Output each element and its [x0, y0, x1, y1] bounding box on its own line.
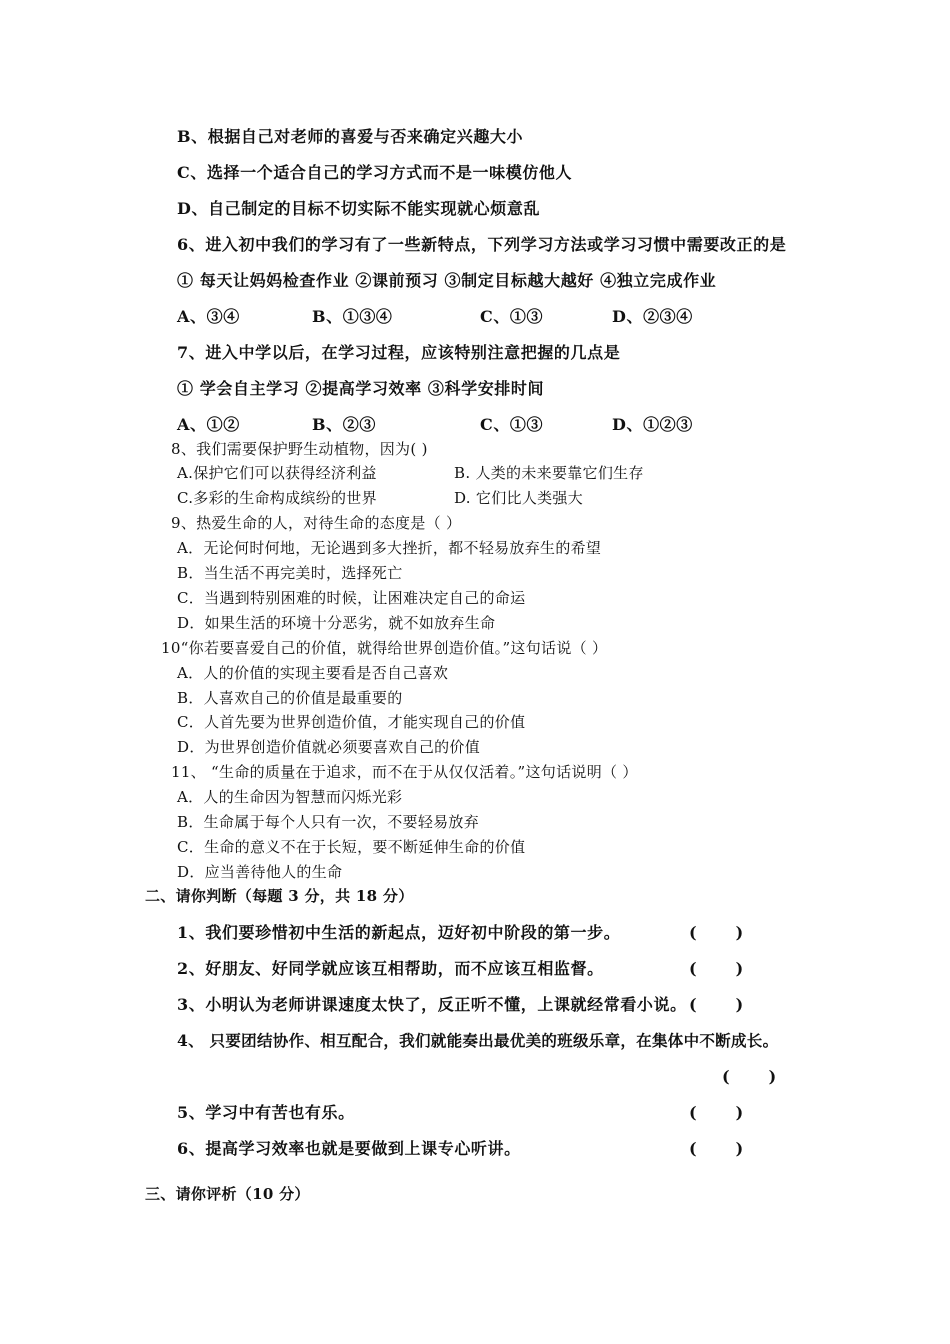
- q5-option-c: C、选择一个适合自己的学习方式而不是一味模仿他人: [177, 163, 573, 182]
- judge-item-6: 6、提高学习效率也就是要做到上课专心听讲。: [177, 1139, 521, 1158]
- q6-option-b: B、①③④: [312, 307, 393, 326]
- q5-option-d: D、自己制定的目标不切实际不能实现就心烦意乱: [177, 199, 541, 218]
- q10-stem: 10“你若要喜爱自己的价值，就得给世界创造价值。”这句话说（ ）: [161, 639, 608, 657]
- q6-items: ① 每天让妈妈检查作业 ②课前预习 ③制定目标越大越好 ④独立完成作业: [177, 271, 717, 290]
- q6-option-c: C、①③: [480, 307, 544, 326]
- section2-title: 二、请你判断（每题 3 分，共 18 分）: [145, 887, 414, 905]
- judge-answer-blank-6[interactable]: ( ): [689, 1139, 744, 1158]
- q11-option-a: A．人的生命因为智慧而闪烁光彩: [177, 788, 403, 806]
- judge-answer-blank-1[interactable]: ( ): [689, 923, 744, 942]
- judge-answer-blank-4[interactable]: ( ): [722, 1067, 777, 1086]
- judge-item-5: 5、学习中有苦也有乐。: [177, 1103, 355, 1122]
- judge-item-4: 4、 只要团结协作、相互配合，我们就能奏出最优美的班级乐章，在集体中不断成长。: [177, 1031, 779, 1050]
- q10-option-d: D．为世界创造价值就必须要喜欢自己的价值: [177, 738, 481, 756]
- q11-option-d: D．应当善待他人的生命: [177, 863, 343, 881]
- judge-answer-blank-2[interactable]: ( ): [689, 959, 744, 978]
- q6-option-a: A、③④: [177, 307, 240, 326]
- q8-option-d: D. 它们比人类强大: [454, 489, 584, 507]
- judge-item-1: 1、我们要珍惜初中生活的新起点，迈好初中阶段的第一步。: [177, 923, 621, 942]
- q8-option-b: B. 人类的未来要靠它们生存: [454, 464, 644, 482]
- q8-option-c: C.多彩的生命构成缤纷的世界: [177, 489, 377, 507]
- q8-option-a: A.保护它们可以获得经济利益: [177, 464, 377, 482]
- q7-option-d: D、①②③: [612, 415, 693, 434]
- judge-item-3: 3、小明认为老师讲课速度太快了，反正听不懂，上课就经常看小说。: [177, 995, 687, 1014]
- q8-stem: 8、我们需要保护野生动植物，因为( ): [171, 440, 428, 458]
- section3-title: 三、请你评析（10 分）: [145, 1185, 310, 1203]
- judge-answer-blank-5[interactable]: ( ): [689, 1103, 744, 1122]
- q7-stem: 7、进入中学以后，在学习过程，应该特别注意把握的几点是: [177, 343, 621, 362]
- judge-answer-blank-3[interactable]: ( ): [689, 995, 744, 1014]
- q9-stem: 9、热爱生命的人，对待生命的态度是（ ）: [171, 514, 462, 532]
- q6-option-d: D、②③④: [612, 307, 693, 326]
- q7-option-c: C、①③: [480, 415, 544, 434]
- q6-stem: 6、进入初中我们的学习有了一些新特点，下列学习方法或学习习惯中需要改正的是: [177, 235, 787, 254]
- q5-option-b: B、根据自己对老师的喜爱与否来确定兴趣大小: [177, 127, 524, 146]
- q10-option-c: C．人首先要为世界创造价值，才能实现自己的价值: [177, 713, 526, 731]
- q9-option-c: C．当遇到特别困难的时候，让困难决定自己的命运: [177, 589, 526, 607]
- q9-option-d: D．如果生活的环境十分恶劣，就不如放弃生命: [177, 614, 496, 632]
- q7-items: ① 学会自主学习 ②提高学习效率 ③科学安排时间: [177, 379, 545, 398]
- q10-option-b: B．人喜欢自己的价值是最重要的: [177, 689, 403, 707]
- q10-option-a: A．人的价值的实现主要看是否自己喜欢: [177, 664, 449, 682]
- q9-option-a: A．无论何时何地，无论遇到多大挫折，都不轻易放弃生的希望: [177, 539, 602, 557]
- q11-option-c: C．生命的意义不在于长短，要不断延伸生命的价值: [177, 838, 526, 856]
- q11-option-b: B．生命属于每个人只有一次，不要轻易放弃: [177, 813, 480, 831]
- q7-option-b: B、②③: [312, 415, 376, 434]
- judge-item-2: 2、好朋友、好同学就应该互相帮助，而不应该互相监督。: [177, 959, 604, 978]
- q9-option-b: B．当生活不再完美时，选择死亡: [177, 564, 403, 582]
- q11-stem: 11、 “生命的质量在于追求，而不在于从仅仅活着。”这句话说明（ ）: [171, 763, 638, 781]
- q7-option-a: A、①②: [177, 415, 240, 434]
